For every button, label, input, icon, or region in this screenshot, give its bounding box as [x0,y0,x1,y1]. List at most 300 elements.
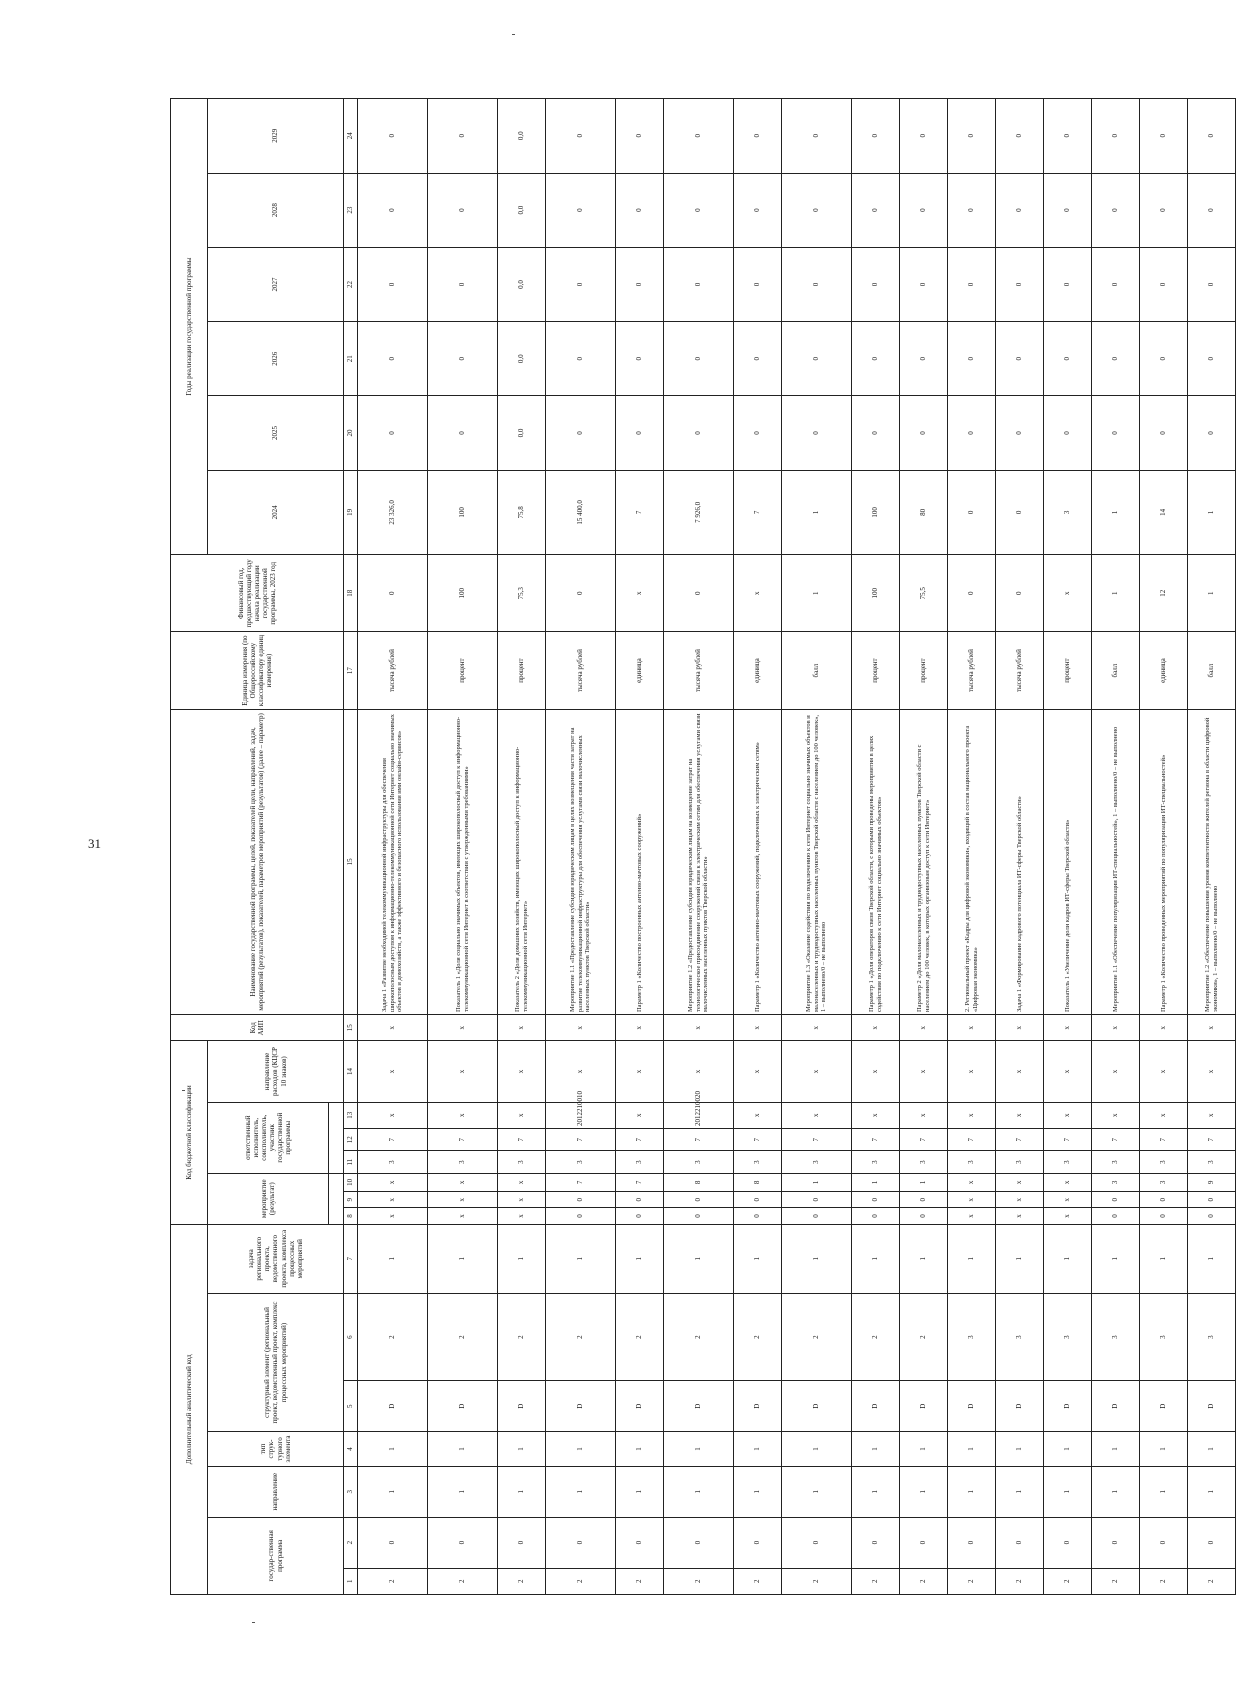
executor-code: х [358,1102,428,1128]
program-code: 0 [734,1517,782,1568]
table-row [996,99,1044,1595]
struct-elem-code: D [1092,1381,1140,1432]
measure-code: х [996,1173,1044,1191]
year-value: 0 [900,247,948,321]
struct-type-code: 1 [1092,1432,1140,1467]
row-name: Параметр 1 «Количество проведенных мероприятий по популяризации ИТ-специальностей» [1140,709,1188,1014]
header-year: 2027 [208,247,344,321]
year-value: 0 [852,396,900,470]
program-code: 0 [358,1517,428,1568]
executor-code: 3 [1140,1151,1188,1173]
direction-code: 1 [852,1466,900,1517]
base-year-value: 100 [852,555,900,632]
direction-code: 1 [616,1466,664,1517]
column-number: 15 [344,1015,358,1041]
year-value: 7 926,0 [664,470,734,554]
struct-type-code: 1 [428,1432,498,1467]
expense-code: х [1140,1041,1188,1102]
base-year-value: 1 [1188,555,1236,632]
program-code: 0 [664,1517,734,1568]
struct-elem-code: 2 [782,1293,852,1381]
executor-code: х [498,1102,546,1128]
measure-code: 0 [852,1208,900,1224]
struct-elem-code: 3 [996,1293,1044,1381]
column-number: 11 [344,1151,358,1173]
year-value: 0 [1188,396,1236,470]
column-number: 5 [344,1381,358,1432]
row-name: 2. Региональный проект «Кадры для цифровой экономики», входящий в состав национального проекта «Цифровая экономика» [948,709,996,1014]
year-value: 0 [358,322,428,396]
measure-code: 0 [900,1208,948,1224]
executor-code: 7 [428,1129,498,1151]
aip-code: х [1092,1015,1140,1041]
header-name: Наименование государственной программы, целей, показателей цели, направлений, задач, мероприятий (результатов), показателей, параметров мероприятий (результатов) (далее – параметр) [171,709,344,1014]
struct-type-code: 1 [616,1432,664,1467]
column-number: 15 [344,709,358,1014]
program-code: 2 [900,1568,948,1594]
program-code: 0 [852,1517,900,1568]
column-number: 3 [344,1466,358,1517]
row-name: Мероприятие 1.1 «Предоставление субсидии юридическим лицам в целях возмещения части затрат на развитие телекоммуникационной инфраструктуры для обеспечения услугами связи малочисленных населенных пунктов Тверской области» [546,709,616,1014]
task-code: 1 [1044,1224,1092,1293]
program-code: 0 [428,1517,498,1568]
measure-code: 0 [1140,1192,1188,1208]
measure-code: 0 [1188,1208,1236,1224]
header-expense: направление расходов (КЦСР 10 знаков) [208,1041,344,1102]
row-name: Параметр 2 «Доля малонаселенных и труднодоступных населенных пунктов Тверской области с населением до 100 человек, в которых организован доступ к сети Интернет» [900,709,948,1014]
row-name: Показатель 1 «Увеличение доли кадров ИТ-сферы Тверской области» [1044,709,1092,1014]
year-value: 0 [546,247,616,321]
unit: тысяча рублей [358,632,428,709]
struct-type-code: 1 [546,1432,616,1467]
expense-code: х [1092,1041,1140,1102]
struct-elem-code: D [664,1381,734,1432]
year-value: 0 [664,99,734,174]
expense-code: х [1188,1041,1236,1102]
task-code: 1 [428,1224,498,1293]
program-code: 2 [616,1568,664,1594]
base-year-value: 100 [428,555,498,632]
unit: балл [1188,632,1236,709]
year-value: 0 [900,99,948,174]
program-code: 0 [1044,1517,1092,1568]
unit: балл [1092,632,1140,709]
rotated-table-wrapper [170,98,1219,1595]
task-code: 1 [852,1224,900,1293]
executor-code: 3 [782,1151,852,1173]
executor-code: 3 [900,1151,948,1173]
year-value: 0 [782,322,852,396]
table-row [664,99,734,1595]
year-value: 0 [358,99,428,174]
measure-code: 0 [734,1208,782,1224]
executor-code: х [1044,1102,1092,1128]
measure-code: х [358,1208,428,1224]
struct-elem-code: D [358,1381,428,1432]
program-code: 2 [1044,1568,1092,1594]
header-measure-sub [329,1173,344,1224]
measure-code: 0 [734,1192,782,1208]
struct-elem-code: D [616,1381,664,1432]
base-year-value: 1 [1092,555,1140,632]
year-value: 100 [428,470,498,554]
struct-elem-code: D [1044,1381,1092,1432]
aip-code: х [664,1015,734,1041]
task-code: 1 [782,1224,852,1293]
table-row [1188,99,1236,1595]
task-code: 1 [358,1224,428,1293]
measure-code: 0 [900,1192,948,1208]
program-code: 2 [428,1568,498,1594]
struct-elem-code: 3 [1140,1293,1188,1381]
measure-code: 1 [900,1173,948,1191]
aip-code: х [996,1015,1044,1041]
year-value: 0 [1140,322,1188,396]
program-table [170,98,1236,1595]
column-number: 13 [344,1102,358,1128]
year-value: 0 [1140,173,1188,247]
measure-code: 0 [1092,1208,1140,1224]
measure-code: 0 [546,1208,616,1224]
aip-code: х [852,1015,900,1041]
executor-code: 7 [1044,1129,1092,1151]
year-value: 0 [664,173,734,247]
table-row [852,99,900,1595]
year-value: 0 [996,322,1044,396]
executor-code: 3 [734,1151,782,1173]
struct-elem-code: 2 [664,1293,734,1381]
struct-type-code: 1 [1044,1432,1092,1467]
measure-code: х [1044,1173,1092,1191]
header-task: задача регионального проекта, ведомственного проекта, комплекса процессных мероприятий [208,1224,344,1293]
struct-type-code: 1 [498,1432,546,1467]
measure-code: х [498,1173,546,1191]
year-value: 0,0 [498,173,546,247]
year-value: 0 [948,173,996,247]
struct-elem-code: 3 [1092,1293,1140,1381]
table-row [734,99,782,1595]
measure-code: х [358,1173,428,1191]
direction-code: 1 [1092,1466,1140,1517]
year-value: 0 [616,99,664,174]
struct-type-code: 1 [852,1432,900,1467]
task-code: 1 [734,1224,782,1293]
unit: тысяча рублей [664,632,734,709]
executor-code: х [1140,1102,1188,1128]
struct-type-code: 1 [782,1432,852,1467]
year-value: 0 [428,396,498,470]
year-value: 0 [616,396,664,470]
column-number: 1 [344,1568,358,1594]
measure-code: 0 [782,1208,852,1224]
measure-code: х [428,1173,498,1191]
struct-type-code: 1 [948,1432,996,1467]
year-value: 23 326,0 [358,470,428,554]
program-code: 2 [996,1568,1044,1594]
year-value: 0 [616,173,664,247]
executor-code: 3 [498,1151,546,1173]
executor-code: 7 [996,1129,1044,1151]
header-executor: ответственный исполнитель, соисполнитель, участник государственной программы [208,1102,329,1173]
task-code: 1 [996,1224,1044,1293]
measure-code: 0 [664,1192,734,1208]
measure-code: 0 [782,1192,852,1208]
measure-code: 7 [616,1173,664,1191]
struct-elem-code: 3 [1044,1293,1092,1381]
struct-type-code: 1 [996,1432,1044,1467]
measure-code: х [498,1208,546,1224]
executor-code: х [996,1102,1044,1128]
year-value: 80 [900,470,948,554]
direction-code: 1 [428,1466,498,1517]
year-value: 0 [358,396,428,470]
unit: тысяча рублей [546,632,616,709]
row-name: Показатель 2 «Доля домашних хозяйств, имеющих широкополосный доступ к информационно-телекоммуникационной сети Интернет» [498,709,546,1014]
expense-code: х [358,1041,428,1102]
year-value: 0 [996,173,1044,247]
executor-code: 3 [852,1151,900,1173]
program-code: 2 [734,1568,782,1594]
executor-code: 3 [948,1151,996,1173]
measure-code: х [948,1173,996,1191]
column-number: 8 [344,1208,358,1224]
executor-code: 2012210010 [546,1102,616,1128]
program-code: 2 [498,1568,546,1594]
measure-code: 1 [782,1173,852,1191]
expense-code: х [664,1041,734,1102]
header-struct-elem: структурный элемент (региональный проект, ведомственный проект, комплекс процессных мероприятий) [208,1293,344,1431]
base-year-value: х [1044,555,1092,632]
table-row [498,99,546,1595]
measure-code: х [948,1192,996,1208]
table-row [1140,99,1188,1595]
base-year-value: х [734,555,782,632]
struct-elem-code: D [948,1381,996,1432]
executor-code: 3 [616,1151,664,1173]
program-code: 0 [616,1517,664,1568]
row-name: Мероприятие 1.2 «Предоставление субсидии юридическим лицам на возмещение затрат на технологическое присоединение сооружений связи к электрическим сетям для обеспечения услугами связи малочисленных населенных пунктов Тверской области» [664,709,734,1014]
year-value: 0 [664,396,734,470]
measure-code: х [358,1192,428,1208]
row-name: Мероприятие 1.1 «Обеспечение популяризации ИТ-специальностей», 1 – выполнено/0 – не выполнено [1092,709,1140,1014]
program-code: 2 [852,1568,900,1594]
column-number: 6 [344,1293,358,1381]
year-value: 0 [546,99,616,174]
measure-code: х [948,1208,996,1224]
table-row [428,99,498,1595]
executor-code: х [948,1102,996,1128]
table-row [358,99,428,1595]
year-value: 0 [996,99,1044,174]
expense-code: х [996,1041,1044,1102]
year-value: 0 [900,322,948,396]
unit: тысяча рублей [996,632,1044,709]
measure-code: 0 [1140,1208,1188,1224]
row-name: Параметр 1 «Доля операторов связи Тверской области, с которыми проведены мероприятия в целях содействия по подключению к сети Интернет социально значимых объектов» [852,709,900,1014]
row-name: Задача 1 «Развитие необходимой телекоммуникационной инфраструктуры для обеспечения широкополосным доступом к информационно-телекоммуникационной сети Интернет социально значимых объектов и домохозяйств, а также эффективного и безопасного использования ими онлайн-сервисов» [358,709,428,1014]
struct-elem-code: 3 [1188,1293,1236,1381]
year-value: 7 [734,470,782,554]
direction-code: 1 [948,1466,996,1517]
direction-code: 1 [1188,1466,1236,1517]
executor-code: х [616,1102,664,1128]
program-code: 0 [782,1517,852,1568]
base-year-value: 1 [782,555,852,632]
year-value: 0 [852,322,900,396]
aip-code: х [1140,1015,1188,1041]
table-row [900,99,948,1595]
struct-elem-code: D [734,1381,782,1432]
base-year-value: 0 [358,555,428,632]
year-value: 0 [1044,396,1092,470]
measure-code: 0 [852,1192,900,1208]
task-code: 1 [1140,1224,1188,1293]
direction-code: 1 [546,1466,616,1517]
table-row [948,99,996,1595]
year-value: 0 [546,322,616,396]
row-name: Мероприятие 1.3 «Оказание содействия по подключению к сети Интернет социально значимых объектов и малонаселенных и труднодоступных населенных пунктов Тверской области с населением до 100 человек», 1 – выполнено/0 – не выполнено [782,709,852,1014]
table-row [1044,99,1092,1595]
program-code: 2 [546,1568,616,1594]
year-value: 75,8 [498,470,546,554]
executor-code: х [900,1102,948,1128]
column-number: 14 [344,1041,358,1102]
year-value: 0 [1140,99,1188,174]
expense-code: х [782,1041,852,1102]
column-number: 21 [344,322,358,396]
aip-code: х [1044,1015,1092,1041]
executor-code: 3 [1188,1151,1236,1173]
row-name: Параметр 1 «Количество антенно-мачтовых сооружений, подключенных к электрическим сетям» [734,709,782,1014]
header-year: 2026 [208,322,344,396]
executor-code: 3 [428,1151,498,1173]
year-value: 0 [852,173,900,247]
year-value: 0 [852,247,900,321]
year-value: 0 [948,247,996,321]
executor-code: 7 [664,1129,734,1151]
column-number: 22 [344,247,358,321]
unit: единица [734,632,782,709]
executor-code: х [428,1102,498,1128]
unit: процент [900,632,948,709]
program-code: 0 [1188,1517,1236,1568]
measure-code: 3 [1092,1173,1140,1191]
task-code: 1 [546,1224,616,1293]
row-name: Задача 1 «Формирование кадрового потенциала ИТ-сферы Тверской области» [996,709,1044,1014]
year-value: 0 [1092,322,1140,396]
header-unit: Единица измерения (по Общероссийскому классификатору единиц измерения) [171,632,344,709]
base-year-value: 12 [1140,555,1188,632]
year-value: 0 [734,396,782,470]
year-value: 1 [782,470,852,554]
unit: балл [782,632,852,709]
struct-type-code: 1 [358,1432,428,1467]
executor-code: 3 [996,1151,1044,1173]
year-value: 0 [782,173,852,247]
column-number: 10 [344,1173,358,1191]
measure-code: 0 [616,1208,664,1224]
year-value: 7 [616,470,664,554]
executor-code: 7 [852,1129,900,1151]
direction-code: 1 [996,1466,1044,1517]
executor-code: 7 [782,1129,852,1151]
column-number: 2 [344,1517,358,1568]
expense-code: х [546,1041,616,1102]
year-value: 0 [428,322,498,396]
aip-code: х [428,1015,498,1041]
measure-code: 8 [664,1173,734,1191]
struct-elem-code: D [498,1381,546,1432]
year-value: 0 [664,247,734,321]
unit: тысяча рублей [948,632,996,709]
struct-elem-code: 2 [852,1293,900,1381]
row-name: Показатель 1 «Доля социально значимых объектов, имеющих широкополосный доступ к информационно-телекоммуникационной сети Интернет в соответствии с утвержденными требованиями» [428,709,498,1014]
direction-code: 1 [664,1466,734,1517]
year-value: 0 [358,173,428,247]
year-value: 0 [852,99,900,174]
measure-code: х [428,1208,498,1224]
year-value: 0 [948,322,996,396]
year-value: 0 [1140,396,1188,470]
aip-code: х [546,1015,616,1041]
year-value: 0 [900,173,948,247]
struct-type-code: 1 [1140,1432,1188,1467]
header-measure: мероприятие (результат) [208,1173,329,1224]
measure-code: 0 [616,1192,664,1208]
year-value: 0 [734,322,782,396]
program-code: 0 [1140,1517,1188,1568]
year-value: 0 [1044,99,1092,174]
year-value: 3 [1044,470,1092,554]
executor-code: х [1092,1102,1140,1128]
year-value: 0,0 [498,247,546,321]
measure-code: х [1044,1192,1092,1208]
year-value: 0 [1188,173,1236,247]
base-year-value: 75,5 [900,555,948,632]
year-value: 0 [782,99,852,174]
executor-code: 7 [616,1129,664,1151]
executor-code: х [782,1102,852,1128]
direction-code: 1 [498,1466,546,1517]
year-value: 14 [1140,470,1188,554]
year-value: 0 [1140,247,1188,321]
base-year-value: 0 [546,555,616,632]
column-number: 17 [344,632,358,709]
expense-code: х [852,1041,900,1102]
year-value: 0,0 [498,322,546,396]
row-name: Мероприятие 1.2 «Обеспечение повышения уровня компетентности жителей региона в области цифровой экономики», 1 – выполнено/0 – не выполнено [1188,709,1236,1014]
executor-code: 7 [900,1129,948,1151]
header-additional-code: Дополнительный аналитический код [171,1224,208,1594]
year-value: 0 [428,247,498,321]
direction-code: 1 [900,1466,948,1517]
aip-code: х [358,1015,428,1041]
year-value: 0 [1188,322,1236,396]
expense-code: х [900,1041,948,1102]
executor-code: 3 [664,1151,734,1173]
struct-elem-code: 2 [358,1293,428,1381]
table-row [1092,99,1140,1595]
task-code: 1 [498,1224,546,1293]
header-years-group: Годы реализации государственной программы [171,99,208,555]
year-value: 0 [996,470,1044,554]
column-number: 20 [344,396,358,470]
executor-code: 7 [734,1129,782,1151]
unit: единица [1140,632,1188,709]
direction-code: 1 [734,1466,782,1517]
program-code: 2 [782,1568,852,1594]
program-code: 0 [948,1517,996,1568]
